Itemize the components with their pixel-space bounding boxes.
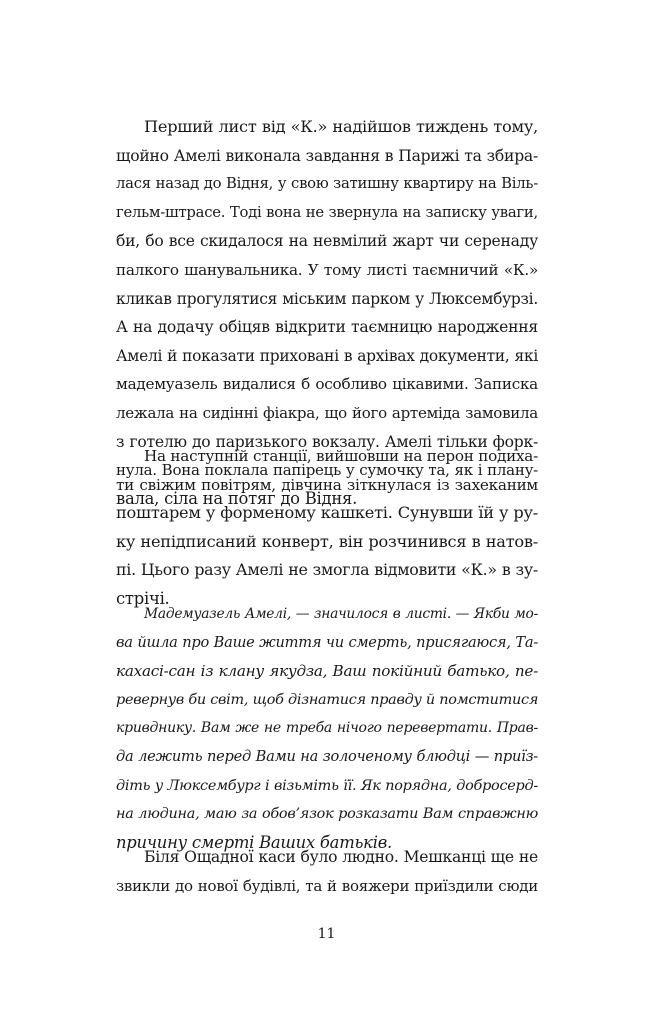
text-line: А на додачу обіцяв відкрити таємницю народження — [116, 318, 538, 337]
text-line: кахасі-сан із клану якудза, Ваш покійний батько, пе- — [116, 662, 538, 681]
text-line: Мадемуазель Амелі, — значилося в листі. — Якби мо- — [144, 606, 538, 622]
text-line: вала, сіла на потяг до Відня. — [116, 488, 358, 508]
text-line: Біля Ощадної каси було людно. Мешканці ще не — [144, 848, 538, 866]
text-line: ревернув би світ, щоб дізнатися правду й помститися — [116, 691, 539, 708]
text-line: на людина, маю за обов’язок розказати Вам справжню — [116, 806, 538, 823]
text-line: палкого шанувальника. У тому листі таємничий «К.» — [116, 260, 538, 279]
text-line: би, бо все скидалося на невмілий жарт чи серенаду — [116, 232, 538, 251]
text-line: ва йшла про Ваше життя чи смерть, присягаюся, Та- — [116, 633, 538, 651]
paragraph-4 — [116, 843, 538, 900]
text-line: лася назад до Відня, у свою затишну квартиру на Віль- — [116, 175, 538, 193]
paragraph-2 — [116, 442, 538, 614]
text-line: поштарем у форменому кашкеті. Сунувши їй у ру- — [116, 503, 538, 523]
text-line: кликав прогулятися міським парком у Люксембурзі. — [116, 289, 538, 308]
text-line: щойно Амелі виконала завдання в Парижі та збира- — [116, 146, 538, 165]
text-line: Перший лист від «К.» надійшов тиждень тому, — [144, 117, 538, 136]
text-line: звикли до нової будівлі, та й вояжери приїздили сюди — [116, 876, 538, 895]
letter-quote — [116, 600, 538, 857]
text-line: да лежить перед Вами на золоченому блюдці — приїз- — [116, 747, 538, 765]
text-line: На наступній станції, вийшовши на перон подиха- — [144, 447, 538, 465]
text-line: Амелі й показати приховані в архівах документи, які — [116, 346, 538, 365]
text-line: діть у Люксембург і візьміть її. Як порядна, добросерд- — [116, 777, 538, 794]
text-line: лежала на сидінні фіакра, що його артеміда замовила — [116, 403, 538, 422]
text-line: з готелю до паризького вокзалу. Амелі тільки форк- — [116, 432, 538, 451]
text-line: пі. Цього разу Амелі не змогла відмовити «К.» в зу- — [116, 560, 538, 580]
text-line: мадемуазель видалися б особливо цікавими. Записка — [116, 375, 538, 394]
text-line: причину смерті Ваших батьків. — [116, 832, 392, 852]
text-line: гельм-штрасе. Тоді вона не звернула на записку уваги, — [116, 203, 538, 221]
text-line: нула. Вона поклала папірець у сумочку та, як і плану- — [116, 461, 538, 480]
page-number: 11 — [317, 926, 336, 942]
text-line: ти свіжим повітрям, дівчина зіткнулася із захеканим — [116, 475, 538, 494]
text-line: стрічі. — [116, 588, 170, 608]
text-line: кривднику. Вам же не треба нічого перевертати. Прав- — [116, 720, 538, 737]
text-line: ку непідписаний конверт, він розчинився в натов- — [116, 531, 538, 551]
